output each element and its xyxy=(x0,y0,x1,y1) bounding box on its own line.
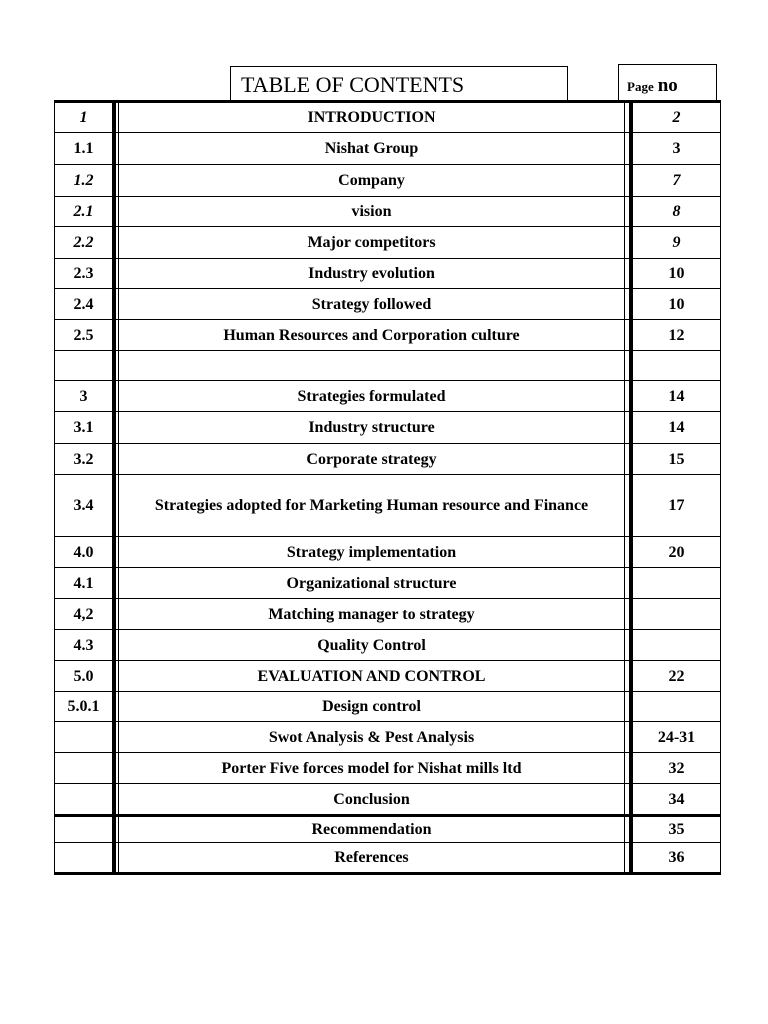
section-title: Conclusion xyxy=(118,784,625,814)
table-row xyxy=(54,103,721,133)
table-row xyxy=(54,412,721,444)
table-row xyxy=(54,630,721,661)
page-no-label: no xyxy=(657,75,678,96)
page-number: 14 xyxy=(629,381,721,411)
table-row xyxy=(54,444,721,475)
table-row xyxy=(54,475,721,537)
section-number: 3.2 xyxy=(54,444,116,474)
toc-table xyxy=(54,100,721,875)
page-number xyxy=(629,630,721,660)
section-title: Human Resources and Corporation culture xyxy=(118,320,625,350)
table-row xyxy=(54,784,721,815)
page-number: 36 xyxy=(629,843,721,872)
table-row xyxy=(54,568,721,599)
section-number: 4,2 xyxy=(54,599,116,629)
page-number: 8 xyxy=(629,197,721,226)
section-number: 2.4 xyxy=(54,289,116,319)
page-number: 12 xyxy=(629,320,721,350)
page-number: 9 xyxy=(629,227,721,258)
section-number: 1.2 xyxy=(54,165,116,196)
section-title: Industry structure xyxy=(118,412,625,443)
section-number: 2.3 xyxy=(54,259,116,288)
page-number: 2 xyxy=(629,103,721,132)
table-row xyxy=(54,133,721,165)
section-title: Corporate strategy xyxy=(118,444,625,474)
page-number: 7 xyxy=(629,165,721,196)
page-number: 14 xyxy=(629,412,721,443)
section-title: Recommendation xyxy=(118,817,625,842)
section-number: 2.2 xyxy=(54,227,116,258)
page-number: 34 xyxy=(629,784,721,814)
page-number: 20 xyxy=(629,537,721,567)
table-row xyxy=(54,661,721,692)
page-number: 10 xyxy=(629,289,721,319)
section-number: 5.0 xyxy=(54,661,116,691)
section-title xyxy=(118,351,625,380)
table-row xyxy=(54,815,721,843)
toc-title: TABLE OF CONTENTS xyxy=(230,66,568,100)
table-row xyxy=(54,289,721,320)
table-row xyxy=(54,227,721,259)
page-number: 17 xyxy=(629,475,721,536)
section-number xyxy=(54,843,116,872)
page-number xyxy=(629,692,721,721)
section-number xyxy=(54,817,116,842)
section-title: Strategies formulated xyxy=(118,381,625,411)
page-label: Page xyxy=(627,79,654,94)
table-row xyxy=(54,259,721,289)
section-title: Organizational structure xyxy=(118,568,625,598)
section-title: Major competitors xyxy=(118,227,625,258)
section-number: 4.1 xyxy=(54,568,116,598)
section-title: Industry evolution xyxy=(118,259,625,288)
section-title: Nishat Group xyxy=(118,133,625,164)
page-number: 10 xyxy=(629,259,721,288)
page-number: 24-31 xyxy=(629,722,721,752)
table-row xyxy=(54,753,721,784)
section-title: Swot Analysis & Pest Analysis xyxy=(118,722,625,752)
section-number: 5.0.1 xyxy=(54,692,116,721)
table-row xyxy=(54,537,721,568)
section-title: vision xyxy=(118,197,625,226)
page-number: 3 xyxy=(629,133,721,164)
section-number: 4.3 xyxy=(54,630,116,660)
section-title: Strategy followed xyxy=(118,289,625,319)
page-number: 35 xyxy=(629,817,721,842)
page-number: 32 xyxy=(629,753,721,783)
section-title: Strategies adopted for Marketing Human resource and Finance xyxy=(118,475,625,536)
section-number: 3 xyxy=(54,381,116,411)
page-number xyxy=(629,351,721,380)
table-row xyxy=(54,722,721,753)
section-number: 2.5 xyxy=(54,320,116,350)
table-row xyxy=(54,165,721,197)
section-title: EVALUATION AND CONTROL xyxy=(118,661,625,691)
section-number: 1.1 xyxy=(54,133,116,164)
section-number: 3.1 xyxy=(54,412,116,443)
page-number: 22 xyxy=(629,661,721,691)
section-title: Design control xyxy=(118,692,625,721)
table-row xyxy=(54,320,721,351)
table-row xyxy=(54,843,721,872)
table-row xyxy=(54,197,721,227)
section-number: 4.0 xyxy=(54,537,116,567)
section-title: References xyxy=(118,843,625,872)
section-title: Porter Five forces model for Nishat mills ltd xyxy=(118,753,625,783)
page-number: 15 xyxy=(629,444,721,474)
section-title: Quality Control xyxy=(118,630,625,660)
table-row xyxy=(54,381,721,412)
section-title: INTRODUCTION xyxy=(118,103,625,132)
table-row xyxy=(54,351,721,381)
section-number: 2.1 xyxy=(54,197,116,226)
section-number xyxy=(54,753,116,783)
table-row xyxy=(54,692,721,722)
page-number xyxy=(629,599,721,629)
section-number xyxy=(54,722,116,752)
page-number xyxy=(629,568,721,598)
section-number: 1 xyxy=(54,103,116,132)
section-title: Matching manager to strategy xyxy=(118,599,625,629)
section-number xyxy=(54,784,116,814)
section-title: Company xyxy=(118,165,625,196)
table-row xyxy=(54,599,721,630)
section-number xyxy=(54,351,116,380)
section-number: 3.4 xyxy=(54,475,116,536)
section-title: Strategy implementation xyxy=(118,537,625,567)
page-no-header xyxy=(618,64,717,100)
